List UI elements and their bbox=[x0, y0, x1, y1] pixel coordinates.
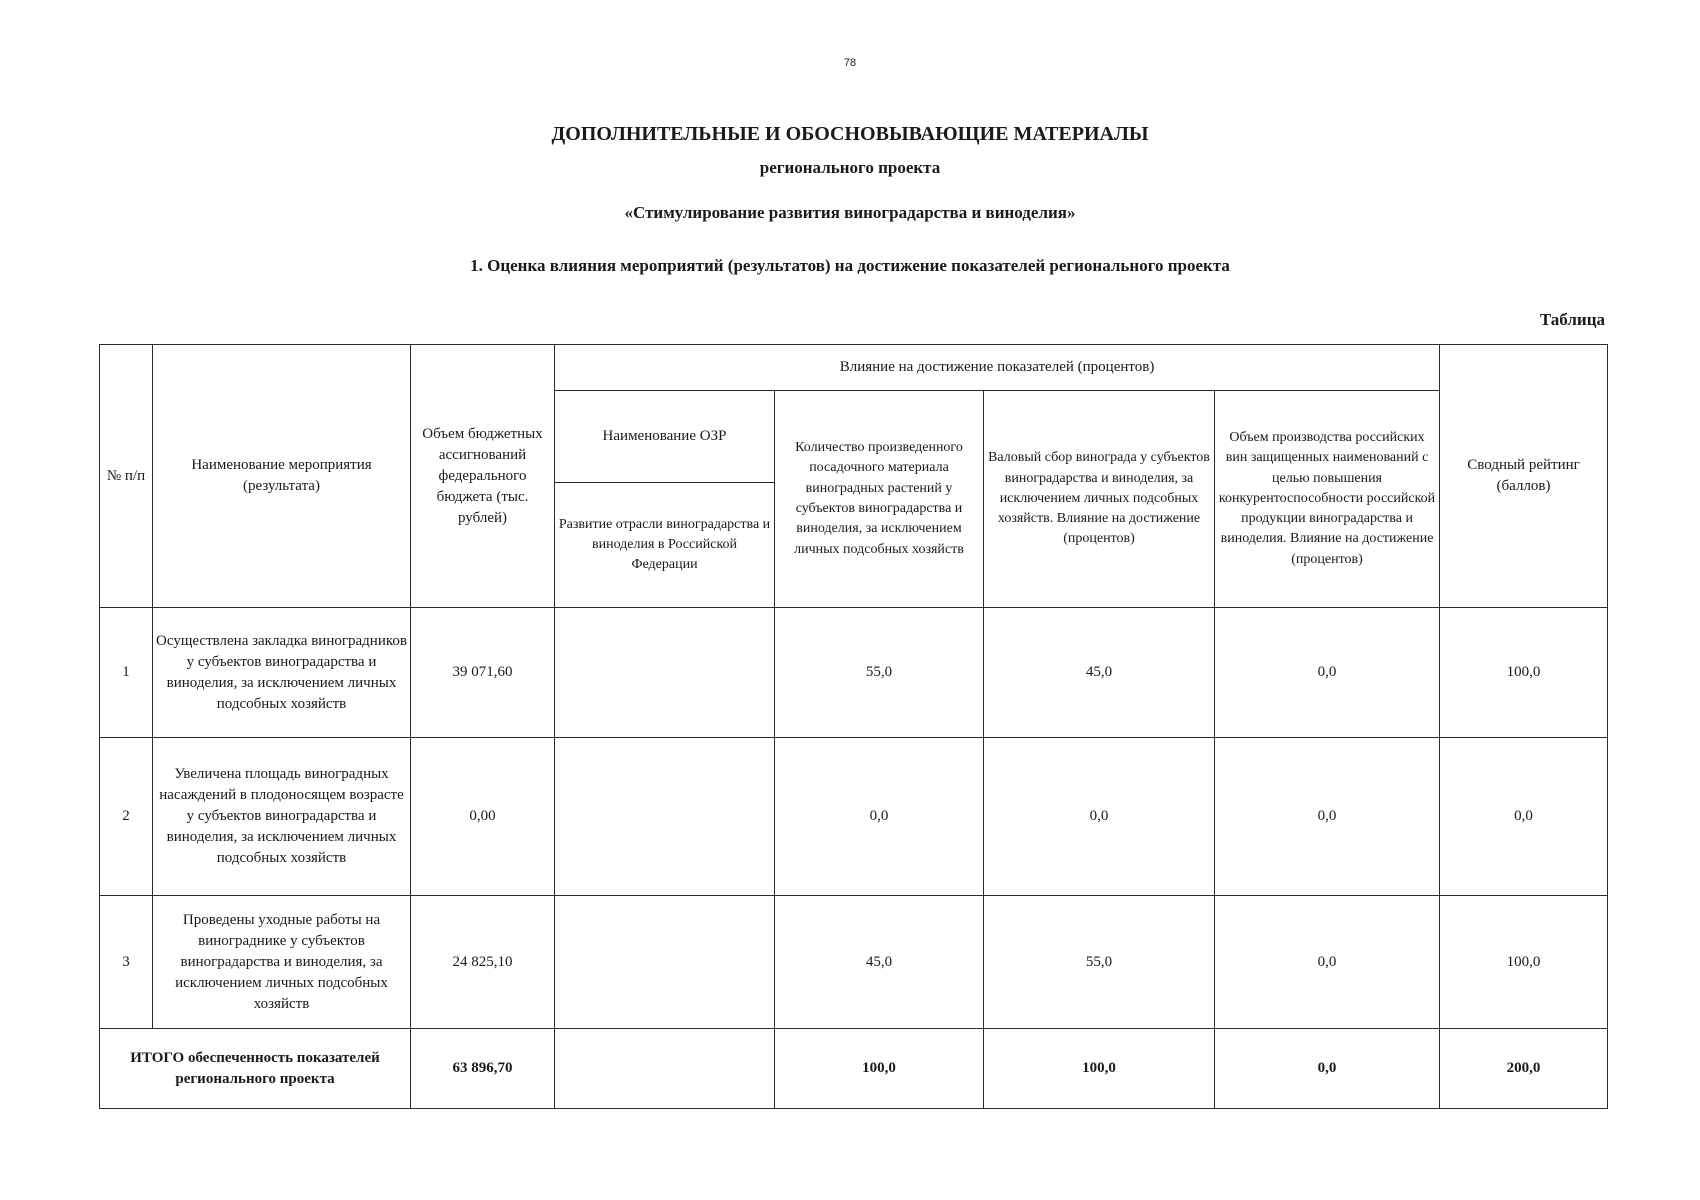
section-heading: 1. Оценка влияния мероприятий (результатов) на достижение показателей регионального проекта bbox=[470, 256, 1230, 275]
table-row bbox=[100, 608, 1608, 738]
row-indicator-3: 0,0 bbox=[1215, 608, 1440, 738]
row-indicator-3: 0,0 bbox=[1215, 738, 1440, 896]
total-label: ИТОГО обеспеченность показателей регионального проекта bbox=[100, 1029, 411, 1109]
header-indicator-1: Количество произведенного посадочного материала виноградных растений у субъектов виноградарства и виноделия, за исключением личных подсобных хозяйств bbox=[775, 391, 984, 608]
row-rating: 100,0 bbox=[1440, 608, 1608, 738]
row-rating: 100,0 bbox=[1440, 896, 1608, 1029]
document-title: ДОПОЛНИТЕЛЬНЫЕ И ОБОСНОВЫВАЮЩИЕ МАТЕРИАЛЫ bbox=[551, 123, 1149, 145]
row-indicator-2: 45,0 bbox=[984, 608, 1215, 738]
table-label: Таблица bbox=[1539, 310, 1605, 329]
row-indicator-2: 55,0 bbox=[984, 896, 1215, 1029]
row-name: Осуществлена закладка виноградников у субъектов виноградарства и виноделия, за исключением личных подсобных хозяйств bbox=[153, 608, 411, 738]
header-indicator-3: Объем производства российских вин защищенных наименований с целью повышения конкурентоспособности российской продукции виноградарства и виноделия. Влияние на достижение (процентов) bbox=[1215, 391, 1440, 608]
row-num: 3 bbox=[100, 896, 153, 1029]
row-name: Увеличена площадь виноградных насаждений в плодоносящем возрасте у субъектов виноградарства и виноделия, за исключением личных подсобных хозяйств bbox=[153, 738, 411, 896]
total-row bbox=[100, 1029, 1608, 1109]
row-ozr bbox=[555, 738, 775, 896]
header-rating: Сводный рейтинг (баллов) bbox=[1440, 345, 1608, 608]
project-name: «Стимулирование развития виноградарства и виноделия» bbox=[624, 203, 1076, 222]
row-budget: 0,00 bbox=[411, 738, 555, 896]
total-indicator-1: 100,0 bbox=[775, 1029, 984, 1109]
total-rating: 200,0 bbox=[1440, 1029, 1608, 1109]
header-ozr-value: Развитие отрасли виноградарства и виноделия в Российской Федерации bbox=[555, 483, 775, 608]
row-num: 2 bbox=[100, 738, 153, 896]
row-indicator-3: 0,0 bbox=[1215, 896, 1440, 1029]
document-subtitle: регионального проекта bbox=[759, 158, 941, 177]
table-row bbox=[100, 896, 1608, 1029]
row-budget: 39 071,60 bbox=[411, 608, 555, 738]
row-ozr bbox=[555, 896, 775, 1029]
row-num: 1 bbox=[100, 608, 153, 738]
header-budget: Объем бюджетных ассигнований федерального бюджета (тыс. рублей) bbox=[411, 345, 555, 608]
total-indicator-2: 100,0 bbox=[984, 1029, 1215, 1109]
row-budget: 24 825,10 bbox=[411, 896, 555, 1029]
table-row bbox=[100, 738, 1608, 896]
row-ozr bbox=[555, 608, 775, 738]
page-number: 78 bbox=[843, 57, 857, 69]
header-num: № п/п bbox=[100, 345, 153, 608]
row-indicator-1: 0,0 bbox=[775, 738, 984, 896]
header-ozr-label: Наименование ОЗР bbox=[555, 391, 775, 483]
header-influence: Влияние на достижение показателей (процентов) bbox=[555, 345, 1440, 391]
indicators-table bbox=[99, 344, 1608, 1109]
row-indicator-1: 55,0 bbox=[775, 608, 984, 738]
row-rating: 0,0 bbox=[1440, 738, 1608, 896]
total-budget: 63 896,70 bbox=[411, 1029, 555, 1109]
row-name: Проведены уходные работы на винограднике у субъектов виноградарства и виноделия, за исключением личных подсобных хозяйств bbox=[153, 896, 411, 1029]
header-name: Наименование мероприятия (результата) bbox=[153, 345, 411, 608]
total-ozr bbox=[555, 1029, 775, 1109]
header-row-1 bbox=[100, 345, 1608, 391]
total-indicator-3: 0,0 bbox=[1215, 1029, 1440, 1109]
row-indicator-1: 45,0 bbox=[775, 896, 984, 1029]
header-indicator-2: Валовый сбор винограда у субъектов виноградарства и виноделия, за исключением личных подсобных хозяйств. Влияние на достижение (процентов) bbox=[984, 391, 1215, 608]
row-indicator-2: 0,0 bbox=[984, 738, 1215, 896]
